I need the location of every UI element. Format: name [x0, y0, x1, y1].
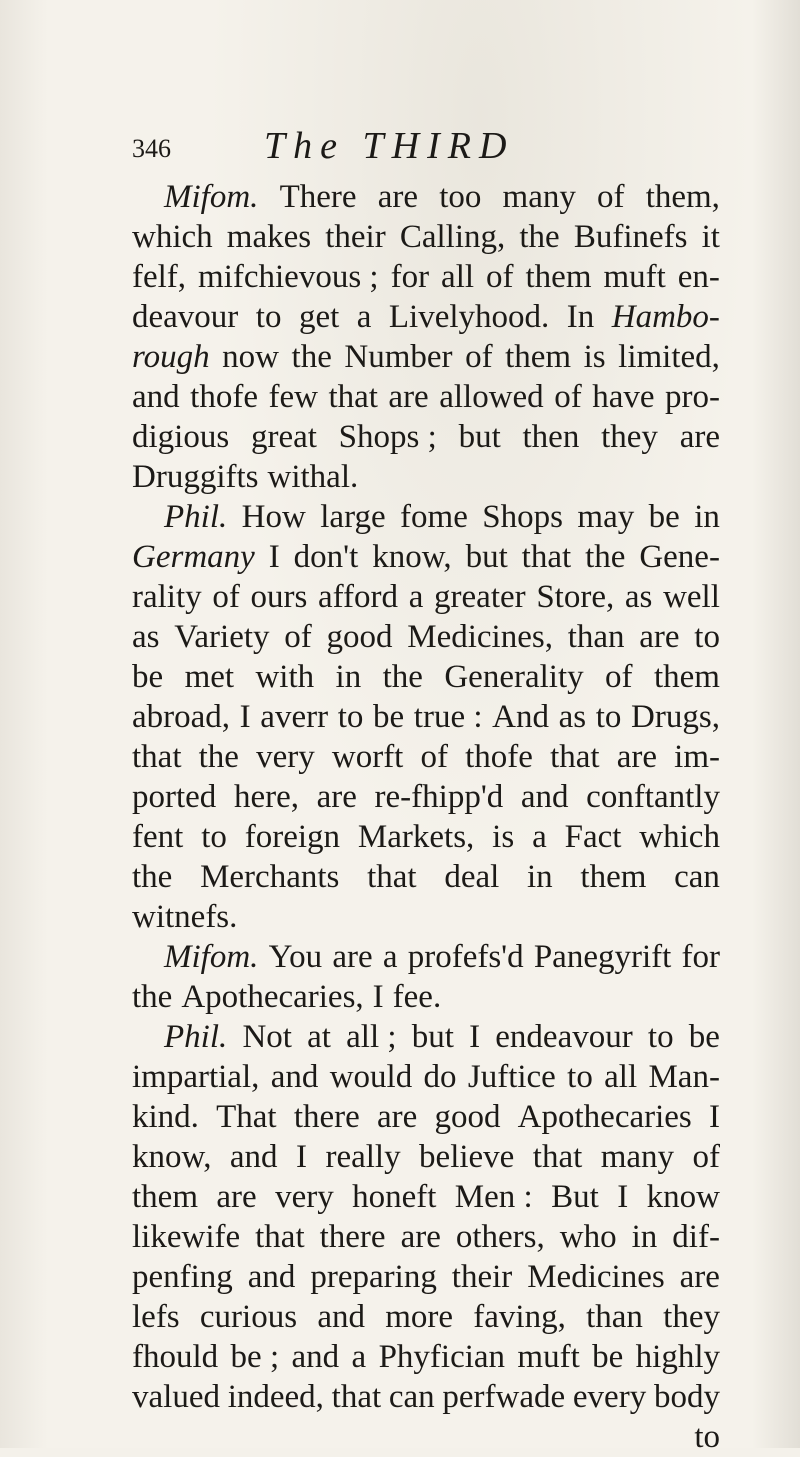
word: are	[216, 1179, 257, 1215]
text-line	[132, 1377, 720, 1417]
word: all ;	[346, 1019, 397, 1055]
word: Man-	[648, 1059, 720, 1095]
word: is	[492, 819, 515, 855]
word: Shops	[482, 499, 563, 535]
text-line	[132, 657, 720, 697]
word: makes	[226, 219, 312, 255]
word: are	[679, 1259, 720, 1295]
word: You	[268, 939, 323, 975]
word: afford	[318, 579, 399, 615]
word: them,	[645, 179, 720, 215]
word: met	[184, 659, 235, 695]
word: it	[701, 219, 720, 255]
word: likewife	[132, 1219, 241, 1255]
word: with	[255, 659, 315, 695]
word: preparing	[310, 1259, 437, 1295]
word: Shops ;	[338, 419, 437, 455]
word: indeed,	[227, 1379, 324, 1415]
italic-word: Hambo-	[611, 299, 720, 335]
word: and	[291, 1339, 340, 1375]
word: their	[451, 1259, 513, 1295]
word: to	[201, 819, 227, 855]
word: of	[554, 379, 582, 415]
word: the	[132, 859, 173, 895]
word: that	[521, 539, 572, 575]
word: would	[329, 1059, 413, 1095]
word: to	[337, 699, 364, 735]
text-line	[132, 697, 720, 737]
text-line	[132, 1297, 720, 1337]
page-number: 346	[132, 134, 171, 163]
word: Apothecaries	[517, 1099, 692, 1135]
text-line	[132, 257, 720, 297]
word: averr	[260, 699, 329, 735]
text-line	[132, 217, 720, 257]
word: of	[212, 579, 240, 615]
word: the	[291, 339, 332, 375]
word: of	[605, 659, 633, 695]
word: valued	[132, 1379, 220, 1415]
word: many	[502, 179, 576, 215]
word: large	[320, 499, 386, 535]
text-line	[132, 1137, 720, 1177]
word: I	[469, 1019, 481, 1055]
word: who	[559, 1219, 617, 1255]
word: all	[441, 259, 475, 295]
word: for	[681, 939, 720, 975]
word: Calling,	[399, 219, 506, 255]
word: get	[298, 299, 340, 335]
word: there	[293, 1099, 360, 1135]
word: but	[458, 419, 501, 455]
word: In	[566, 299, 595, 335]
word: fee.	[392, 979, 442, 1015]
word: than	[567, 619, 625, 655]
word: There	[279, 179, 357, 215]
word: be	[688, 1019, 720, 1055]
word: to	[694, 619, 720, 655]
word: as	[132, 619, 160, 655]
word: but	[465, 539, 508, 575]
word: here,	[233, 779, 299, 815]
word: worft	[331, 739, 404, 775]
word: a	[356, 299, 372, 335]
word: them	[132, 1179, 198, 1215]
word: and	[229, 1139, 278, 1175]
text-line	[132, 297, 720, 337]
word: that	[550, 739, 600, 775]
word: of	[284, 619, 312, 655]
word: in	[335, 659, 362, 695]
word: to	[567, 1059, 593, 1095]
word: re-fhipp'd	[374, 779, 504, 815]
word: they	[663, 1299, 720, 1335]
word: But	[551, 1179, 599, 1215]
word: to	[255, 299, 282, 335]
word: a	[382, 939, 398, 975]
text-line	[132, 177, 720, 217]
text-line	[132, 337, 720, 377]
word: every	[572, 1379, 647, 1415]
word: that	[328, 379, 378, 415]
text-line	[132, 897, 720, 937]
word: Apothecaries,	[181, 979, 364, 1015]
word: I	[617, 1179, 629, 1215]
word: Medicines	[527, 1259, 665, 1295]
text-line	[132, 377, 720, 417]
word: Not	[242, 1019, 292, 1055]
italic-word: Phil.	[164, 499, 228, 535]
word: to	[647, 1019, 674, 1055]
word: foreign	[244, 819, 341, 855]
word: be	[132, 659, 164, 695]
word: allowed	[439, 379, 544, 415]
text-line	[132, 1217, 720, 1257]
word: perfwade	[442, 1379, 566, 1415]
word: the	[382, 659, 423, 695]
word: that	[132, 739, 182, 775]
word: for	[390, 259, 430, 295]
word: to	[595, 699, 622, 735]
word: may	[577, 499, 635, 535]
word: curious	[199, 1299, 298, 1335]
word: good	[434, 1099, 501, 1135]
word: they	[601, 419, 658, 455]
word: well	[663, 579, 720, 615]
word: thofe	[190, 379, 258, 415]
word: muft	[517, 1339, 580, 1375]
word: are	[376, 1099, 418, 1135]
word: Number	[344, 339, 453, 375]
page-header	[132, 120, 732, 170]
word: many	[600, 1139, 675, 1175]
word: witnefs.	[132, 899, 238, 935]
text-line	[132, 417, 720, 457]
word: deavour	[132, 299, 239, 335]
word: fent	[132, 819, 184, 855]
word: are	[388, 379, 429, 415]
word: im-	[674, 739, 720, 775]
word: pro-	[664, 379, 720, 415]
word: of	[692, 1139, 720, 1175]
text-line	[132, 857, 720, 897]
word: fhould	[132, 1339, 219, 1375]
word: mifchievous ;	[198, 259, 379, 295]
word: really	[325, 1139, 401, 1175]
word: faving,	[473, 1299, 566, 1335]
word: Juftice	[467, 1059, 556, 1095]
word: are	[377, 179, 419, 215]
word: them	[505, 339, 572, 375]
word: of	[486, 259, 514, 295]
word: that	[331, 1379, 382, 1415]
word: How	[241, 499, 306, 535]
word: Bufinefs	[573, 219, 688, 255]
word: be	[592, 1339, 624, 1375]
word: fome	[400, 499, 468, 535]
word: which	[132, 219, 213, 255]
word: honeft	[352, 1179, 437, 1215]
word: can	[674, 859, 720, 895]
word: the	[585, 539, 626, 575]
text-line	[132, 1257, 720, 1297]
word: limited,	[618, 339, 720, 375]
word: ours	[250, 579, 308, 615]
word: conftantly	[586, 779, 720, 815]
word: at	[307, 1019, 331, 1055]
word: a	[532, 819, 547, 855]
word: Store,	[536, 579, 615, 615]
word: now	[222, 339, 279, 375]
word: are	[316, 779, 357, 815]
word: I	[268, 539, 280, 575]
word: know,	[372, 539, 452, 575]
word: greater	[434, 579, 526, 615]
running-head: The THIRD	[264, 125, 515, 167]
word: but	[411, 1019, 454, 1055]
word: Druggifts	[132, 459, 259, 495]
word: Medicines,	[407, 619, 553, 655]
word: Generality	[444, 659, 584, 695]
word: of	[465, 339, 493, 375]
text-line	[132, 937, 720, 977]
word: be	[373, 699, 405, 735]
text-line	[132, 1337, 720, 1377]
word: true :	[413, 699, 483, 735]
text-line	[132, 1057, 720, 1097]
word: the	[519, 219, 560, 255]
word: and	[132, 379, 180, 415]
italic-word: Germany	[132, 539, 255, 575]
word: en-	[677, 259, 720, 295]
word: deal	[444, 859, 500, 895]
word: be	[648, 499, 680, 535]
word: Panegyrift	[533, 939, 672, 975]
word: Merchants	[200, 859, 340, 895]
word: abroad,	[132, 699, 231, 735]
word: more	[385, 1299, 454, 1335]
word: Markets,	[357, 819, 475, 855]
word: are	[639, 619, 680, 655]
word: profefs'd	[407, 939, 524, 975]
word: dif-	[672, 1219, 720, 1255]
text-line	[132, 577, 720, 617]
word: very	[256, 739, 315, 775]
word: as	[558, 699, 587, 735]
word: impartial,	[132, 1059, 260, 1095]
italic-word: Mifom.	[164, 939, 259, 975]
text-line	[132, 537, 720, 577]
word: that	[255, 1219, 305, 1255]
italic-word: Phil.	[164, 1019, 228, 1055]
italic-word: rough	[132, 339, 210, 375]
word: endeavour	[495, 1019, 633, 1055]
word: Gene-	[639, 539, 720, 575]
word: Variety	[174, 619, 270, 655]
word: That	[216, 1099, 277, 1135]
text-line	[132, 777, 720, 817]
word: Phyfician	[378, 1339, 506, 1375]
word: that	[532, 1139, 583, 1175]
word: that	[367, 859, 417, 895]
word: and	[270, 1059, 319, 1095]
word: know,	[132, 1139, 212, 1175]
text-line	[132, 977, 720, 1017]
word: a	[351, 1339, 367, 1375]
word: lefs	[132, 1299, 180, 1335]
catchword: to	[694, 1419, 720, 1455]
word: and	[317, 1299, 365, 1335]
word: I	[372, 979, 384, 1015]
word: the	[132, 979, 173, 1015]
word: ported	[132, 779, 217, 815]
text-line	[132, 1017, 720, 1057]
word: in	[694, 499, 720, 535]
body-text	[132, 177, 720, 1457]
italic-word: Mifom.	[164, 179, 259, 215]
word: others,	[455, 1219, 545, 1255]
word: be ;	[230, 1339, 280, 1375]
word: and	[247, 1259, 296, 1295]
word: withal.	[267, 459, 359, 495]
text-line	[132, 817, 720, 857]
word: are	[332, 939, 373, 975]
word: which	[639, 819, 720, 855]
word: felf,	[132, 259, 187, 295]
word: And	[492, 699, 549, 735]
text-line	[132, 737, 720, 777]
word: few	[268, 379, 318, 415]
word: them	[525, 259, 592, 295]
word: rality	[132, 579, 202, 615]
word: and	[520, 779, 569, 815]
text-line	[132, 1097, 720, 1137]
word: body	[653, 1379, 720, 1415]
word: Livelyhood.	[388, 299, 550, 335]
word: are	[616, 739, 658, 775]
word: Fact	[564, 819, 622, 855]
word: them	[653, 659, 720, 695]
word: thofe	[465, 739, 533, 775]
text-line	[132, 457, 720, 497]
word: there	[319, 1219, 386, 1255]
word: the	[198, 739, 239, 775]
word: of	[597, 179, 625, 215]
word: don't	[293, 539, 359, 575]
word: Drugs,	[631, 699, 720, 735]
word: know	[646, 1179, 720, 1215]
word: I	[296, 1139, 308, 1175]
word: than	[586, 1299, 643, 1335]
word: I	[708, 1099, 720, 1135]
word: them	[580, 859, 647, 895]
word: believe	[419, 1139, 515, 1175]
word: kind.	[132, 1099, 199, 1135]
word: can	[388, 1379, 435, 1415]
word: have	[592, 379, 655, 415]
word: their	[325, 219, 386, 255]
word: penfing	[132, 1259, 233, 1295]
word: as	[624, 579, 653, 615]
word: then	[522, 419, 580, 455]
text-line	[132, 497, 720, 537]
word: are	[679, 419, 720, 455]
word: of	[420, 739, 448, 775]
word: great	[250, 419, 317, 455]
word: do	[423, 1059, 457, 1095]
word: I	[239, 699, 251, 735]
word: a	[408, 579, 424, 615]
word: all	[604, 1059, 638, 1095]
word: Men :	[454, 1179, 533, 1215]
word: very	[275, 1179, 334, 1215]
word: too	[439, 179, 482, 215]
word: muft	[603, 259, 666, 295]
word: in	[631, 1219, 658, 1255]
word: are	[400, 1219, 441, 1255]
word: is	[583, 339, 606, 375]
catchword-line	[132, 1417, 720, 1457]
word: good	[326, 619, 393, 655]
text-line	[132, 1177, 720, 1217]
word: digious	[132, 419, 230, 455]
word: highly	[635, 1339, 720, 1375]
word: in	[527, 859, 553, 895]
text-line	[132, 617, 720, 657]
